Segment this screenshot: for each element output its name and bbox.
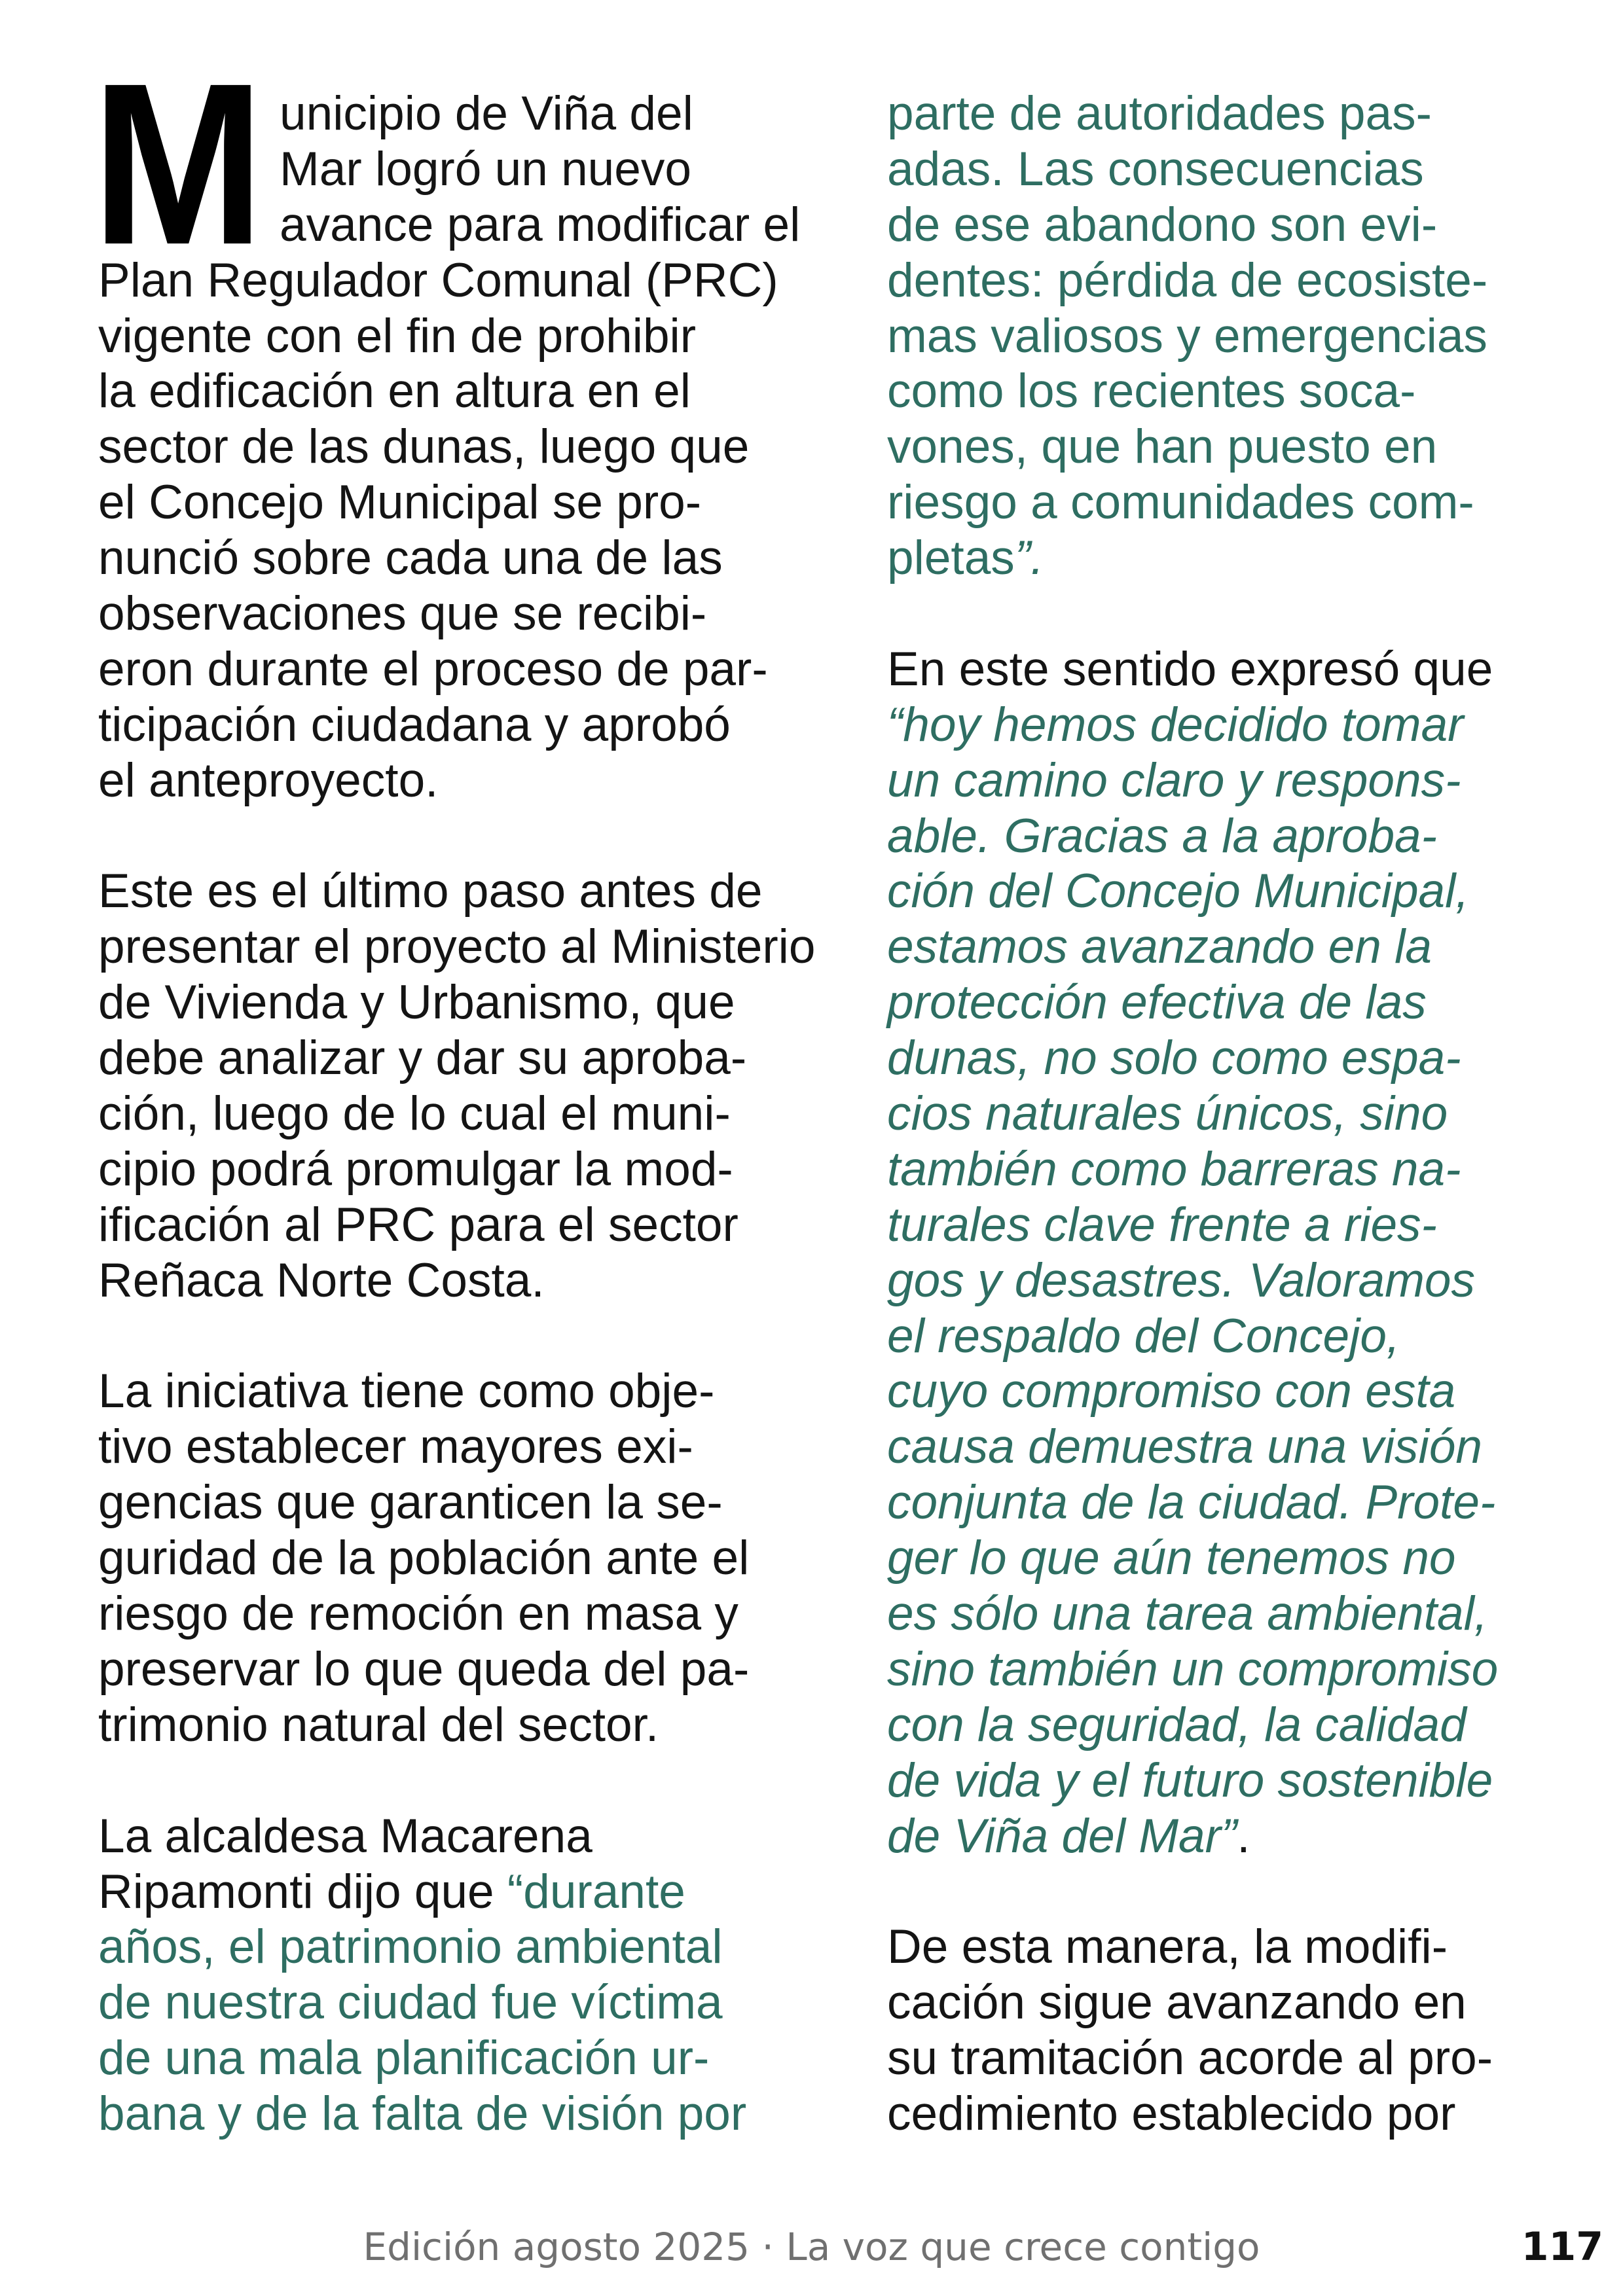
plain-text: Ripamonti dijo que	[98, 1865, 507, 1918]
paragraph-break	[98, 1753, 809, 1809]
left-column	[98, 86, 816, 2142]
plain-text: eron durante el proceso de par-	[98, 642, 768, 696]
quote-text-italic: ger lo que aún tenemos no	[887, 1532, 1456, 1585]
text-line	[887, 1253, 1548, 1309]
quote-text-italic: estamos avanzando en la	[887, 920, 1432, 974]
quote-text-italic: con la seguridad, la calidad	[887, 1698, 1467, 1751]
text-line	[887, 1364, 1548, 1420]
text-line	[98, 1253, 809, 1309]
quote-text-italic: ”.	[1014, 531, 1044, 585]
text-line	[98, 1809, 809, 1865]
right-column	[887, 86, 1548, 2142]
text-line	[887, 1420, 1548, 1475]
quote-text-italic: es sólo una tarea ambiental,	[887, 1587, 1488, 1641]
plain-text: sector de las dunas, luego que	[98, 420, 750, 474]
quote-text-italic: conjunta de la ciudad. Prote-	[887, 1476, 1496, 1530]
text-line	[98, 1086, 809, 1142]
plain-text: Plan Regulador Comunal (PRC)	[98, 253, 778, 307]
plain-text: la edificación en altura en el	[98, 365, 691, 418]
text-line	[887, 1753, 1548, 1809]
text-line	[887, 253, 1548, 309]
text-line	[98, 475, 809, 531]
text-line	[98, 975, 809, 1031]
text-line	[98, 920, 816, 975]
text-line	[887, 1142, 1548, 1198]
text-line	[280, 142, 809, 198]
quote-text: de nuestra ciudad fue víctima	[98, 1976, 723, 2030]
text-line	[887, 2087, 1548, 2142]
quote-text: adas. Las consecuencias	[887, 142, 1424, 196]
text-line	[98, 531, 809, 586]
plain-text: avance para modificar el	[280, 198, 801, 251]
text-line	[98, 1531, 809, 1587]
text-line	[98, 1142, 809, 1198]
quote-text: parte de autoridades pas-	[887, 87, 1432, 140]
quote-text-italic: un camino claro y respons-	[887, 753, 1461, 807]
text-line	[98, 642, 809, 698]
quote-text-italic: “hoy hemos decidido tomar	[887, 698, 1464, 751]
text-line	[98, 1865, 809, 1920]
text-line	[98, 1364, 809, 1420]
plain-text: tivo establecer mayores exi-	[98, 1420, 693, 1474]
text-line	[98, 420, 809, 475]
plain-text: el Concejo Municipal se pro-	[98, 476, 702, 529]
text-line	[887, 1198, 1548, 1253]
quote-text-italic: de Viña del Mar”	[887, 1809, 1237, 1863]
quote-text-italic: able. Gracias a la aproba-	[887, 809, 1437, 863]
quote-text: vones, que han puesto en	[887, 420, 1438, 474]
text-line	[887, 698, 1548, 753]
text-line	[887, 86, 1548, 142]
plain-text: unicipio de Viña del	[280, 87, 693, 140]
plain-text: preservar lo que queda del pa-	[98, 1642, 750, 1696]
plain-text: Reñaca Norte Costa.	[98, 1253, 545, 1307]
quote-text-italic: causa demuestra una visión	[887, 1420, 1482, 1474]
text-line	[887, 1309, 1548, 1365]
text-line	[98, 1031, 809, 1086]
drop-cap: M	[92, 35, 259, 293]
text-line	[98, 753, 809, 809]
plain-text: de Vivienda y Urbanismo, que	[98, 976, 735, 1030]
plain-text: nunció sobre cada una de las	[98, 531, 723, 585]
footer-text: Edición agosto 2025 · La voz que crece contigo	[363, 2225, 1260, 2269]
quote-text-italic: sino también un compromiso	[887, 1642, 1499, 1696]
quote-text: años, el patrimonio ambiental	[98, 1920, 723, 1974]
plain-text: La alcaldesa Macarena	[98, 1809, 593, 1863]
plain-text: La iniciativa tiene como obje-	[98, 1365, 715, 1418]
text-line	[98, 1587, 809, 1642]
text-line	[887, 198, 1548, 253]
text-line	[887, 864, 1548, 920]
text-line	[887, 642, 1548, 698]
quote-text-italic: el respaldo del Concejo,	[887, 1309, 1400, 1363]
text-line	[887, 531, 1548, 586]
text-line	[280, 198, 809, 253]
text-line	[887, 1475, 1548, 1531]
quote-text-italic: de vida y el futuro sostenible	[887, 1753, 1493, 1807]
text-line	[98, 1420, 809, 1475]
plain-text: ción, luego de lo cual el muni-	[98, 1087, 731, 1141]
plain-text: riesgo de remoción en masa y	[98, 1587, 739, 1641]
plain-text: .	[1237, 1809, 1250, 1863]
plain-text: cedimiento establecido por	[887, 2087, 1456, 2141]
text-line	[887, 975, 1548, 1031]
text-line	[887, 475, 1548, 531]
plain-text: trimonio natural del sector.	[98, 1698, 659, 1751]
text-line	[98, 1698, 809, 1753]
quote-text-italic: cios naturales únicos, sino	[887, 1087, 1448, 1141]
text-line	[887, 809, 1548, 865]
paragraph-break	[887, 1865, 1548, 1920]
text-line	[887, 920, 1548, 975]
plain-text: el anteproyecto.	[98, 753, 439, 807]
text-line	[98, 1475, 809, 1531]
text-line	[887, 142, 1548, 198]
plain-text: cipio podrá promulgar la mod-	[98, 1142, 733, 1196]
text-line	[98, 1198, 809, 1253]
text-line	[98, 2087, 809, 2142]
quote-text: de ese abandono son evi-	[887, 198, 1438, 251]
plain-text: su tramitación acorde al pro-	[887, 2032, 1493, 2085]
quote-text: como los recientes soca-	[887, 365, 1416, 418]
plain-text: ticipación ciudadana y aprobó	[98, 698, 731, 751]
text-line	[887, 1809, 1548, 1865]
plain-text: guridad de la población ante el	[98, 1532, 750, 1585]
text-line	[887, 364, 1548, 420]
text-line	[98, 1975, 809, 2031]
text-line	[98, 1642, 809, 1698]
quote-text: bana y de la falta de visión por	[98, 2087, 747, 2141]
quote-text: “durante	[507, 1865, 685, 1918]
paragraph-break	[98, 1309, 809, 1365]
paragraph-break	[887, 586, 1548, 642]
quote-text: dentes: pérdida de ecosiste-	[887, 253, 1488, 307]
text-line	[887, 1531, 1548, 1587]
text-line	[280, 86, 809, 142]
quote-text: riesgo a comunidades com-	[887, 476, 1474, 529]
text-line	[887, 309, 1548, 365]
quote-text: mas valiosos y emergencias	[887, 309, 1487, 363]
text-line	[887, 1031, 1548, 1086]
text-line	[887, 1975, 1548, 2031]
paragraph-break	[98, 809, 809, 865]
text-line	[887, 1587, 1548, 1642]
plain-text: presentar el proyecto al Ministerio	[98, 920, 816, 974]
text-line	[98, 364, 809, 420]
page-number: 117	[1521, 2224, 1603, 2270]
plain-text: Este es el último paso antes de	[98, 865, 763, 918]
quote-text-italic: también como barreras na-	[887, 1142, 1461, 1196]
text-line	[98, 586, 809, 642]
text-line	[98, 864, 809, 920]
text-line	[98, 2031, 809, 2087]
text-line	[887, 420, 1548, 475]
quote-text-italic: dunas, no solo como espa-	[887, 1031, 1461, 1085]
plain-text: De esta manera, la modifi-	[887, 1920, 1448, 1974]
text-line	[887, 753, 1548, 809]
quote-text-italic: turales clave frente a ries-	[887, 1198, 1437, 1251]
plain-text: vigente con el fin de prohibir	[98, 309, 697, 363]
plain-text: ificación al PRC para el sector	[98, 1198, 739, 1251]
quote-text: de una mala planificación ur-	[98, 2032, 710, 2085]
plain-text: gencias que garanticen la se-	[98, 1476, 723, 1530]
quote-text: pletas	[887, 531, 1015, 585]
text-line	[887, 1920, 1548, 1975]
quote-text-italic: ción del Concejo Municipal,	[887, 865, 1469, 918]
text-line	[887, 2031, 1548, 2087]
text-line	[98, 253, 809, 309]
plain-text: observaciones que se recibi-	[98, 587, 707, 641]
quote-text-italic: gos y desastres. Valoramos	[887, 1253, 1476, 1307]
plain-text: cación sigue avanzando en	[887, 1976, 1467, 2030]
plain-text: debe analizar y dar su aproba-	[98, 1031, 747, 1085]
text-line	[98, 698, 809, 753]
text-line	[887, 1698, 1548, 1753]
quote-text-italic: protección efectiva de las	[887, 976, 1427, 1030]
quote-text-italic: cuyo compromiso con esta	[887, 1365, 1456, 1418]
plain-text: Mar logró un nuevo	[280, 142, 691, 196]
text-line	[887, 1642, 1548, 1698]
text-line	[98, 1920, 809, 1975]
plain-text: En este sentido expresó que	[887, 642, 1493, 696]
text-line	[98, 309, 809, 365]
text-line	[887, 1086, 1548, 1142]
